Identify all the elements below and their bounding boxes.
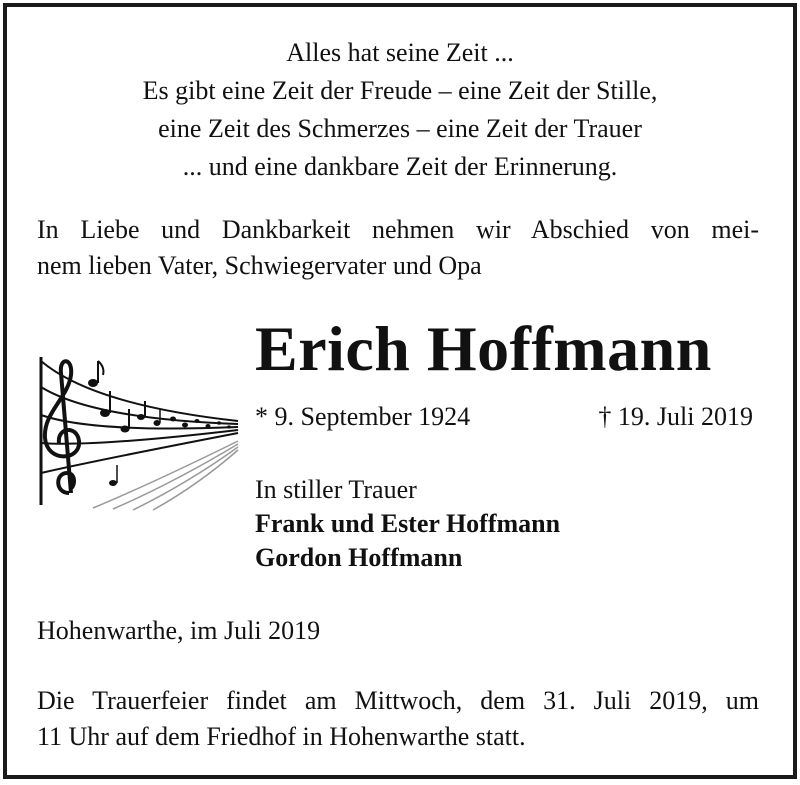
poem-line: Alles hat seine Zeit ...	[286, 38, 514, 67]
deceased-name: Erich Hoffmann	[255, 313, 712, 384]
music-staff-notes-icon	[33, 343, 243, 513]
obituary-notice	[3, 3, 797, 779]
poem-line: Es gibt eine Zeit der Freude – eine Zeit der Stille,	[142, 76, 658, 105]
mourner-name: Frank und Ester Hoffmann	[255, 509, 561, 538]
poem	[7, 34, 793, 186]
funeral-notice	[37, 683, 759, 755]
mourner-name: Gordon Hoffmann	[255, 543, 463, 572]
poem-line: ... und eine dankbare Zeit der Erinnerung.	[182, 152, 618, 181]
intro-line: nem lieben Vater, Schwiegervater und Opa	[37, 251, 482, 280]
intro-text	[37, 212, 759, 284]
mourners-heading: In stiller Trauer	[255, 475, 417, 504]
place-date: Hohenwarthe, im Juli 2019	[37, 616, 321, 645]
death-date: † 19. Juli 2019	[598, 402, 753, 431]
birth-date: * 9. September 1924	[255, 402, 471, 431]
funeral-line: Die Trauerfeier findet am Mittwoch, dem 31. Juli 2019, um	[37, 686, 759, 715]
funeral-line: 11 Uhr auf dem Friedhof in Hohenwarthe statt.	[37, 722, 526, 751]
poem-line: eine Zeit des Schmerzes – eine Zeit der Trauer	[158, 114, 642, 143]
intro-line: In Liebe und Dankbarkeit nehmen wir Abschied von mei-	[37, 215, 759, 244]
mourners	[255, 473, 560, 575]
life-dates	[255, 399, 753, 435]
